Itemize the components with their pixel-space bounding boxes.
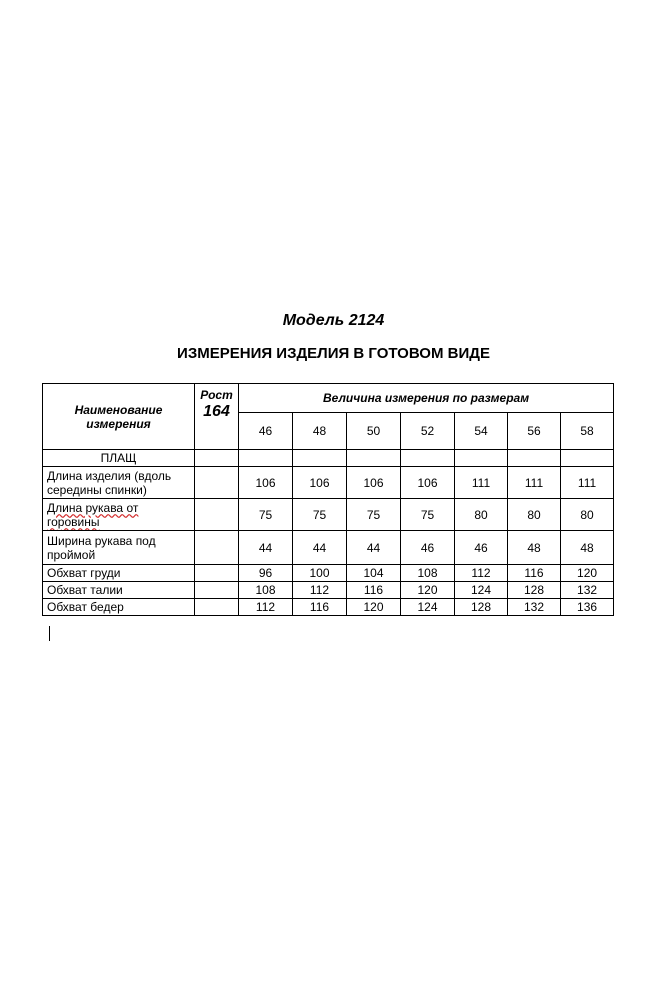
measurement-value: 75 [239,499,293,531]
measurements-table [42,383,614,616]
rost-label: Рост [200,388,233,402]
table-row [43,565,614,582]
measurement-value: 111 [561,467,614,499]
measurement-value: 132 [561,582,614,599]
measurement-value: 104 [347,565,401,582]
rost-value: 164 [203,403,230,420]
empty-cell [195,467,239,499]
empty-cell [401,450,455,467]
measurement-value: 106 [347,467,401,499]
measurement-value: 108 [401,565,455,582]
measurement-value: 128 [508,582,561,599]
measurement-value: 48 [508,531,561,565]
measurement-value: 111 [455,467,508,499]
size-header: 52 [401,413,455,450]
empty-cell [455,450,508,467]
table-row [43,582,614,599]
measurement-value: 128 [455,599,508,616]
measurement-name: Обхват груди [43,565,195,582]
measurement-value: 112 [239,599,293,616]
measurement-value: 48 [561,531,614,565]
size-header: 46 [239,413,293,450]
model-title: Модель 2124 [282,312,385,329]
measurement-value: 136 [561,599,614,616]
text-cursor [49,626,50,641]
measurement-value: 112 [455,565,508,582]
header-row-top [43,384,614,413]
table-row [43,531,614,565]
size-header: 50 [347,413,401,450]
empty-cell [508,450,561,467]
measurement-value: 116 [293,599,347,616]
document-heading: ИЗМЕРЕНИЯ ИЗДЕЛИЯ В ГОТОВОМ ВИДЕ [177,345,490,362]
empty-cell [239,450,293,467]
empty-cell [293,450,347,467]
measurement-value: 124 [401,599,455,616]
measurement-name [43,499,195,531]
measurement-value: 44 [347,531,401,565]
column-header-sizes: Величина измерения по размерам [239,384,614,413]
measurement-value: 120 [401,582,455,599]
size-header: 58 [561,413,614,450]
table-row [43,499,614,531]
measurement-value: 120 [347,599,401,616]
empty-cell [195,499,239,531]
measurement-value: 116 [347,582,401,599]
measurement-value: 46 [455,531,508,565]
empty-cell [195,450,239,467]
measurement-value: 132 [508,599,561,616]
measurement-value: 111 [508,467,561,499]
measurement-value: 44 [293,531,347,565]
measurement-value: 106 [293,467,347,499]
measurement-value: 112 [293,582,347,599]
empty-cell [347,450,401,467]
measurement-value: 100 [293,565,347,582]
empty-cell [195,582,239,599]
measurement-value: 80 [508,499,561,531]
column-header-name: Наименование измерения [43,384,195,450]
measurement-value: 96 [239,565,293,582]
empty-cell [195,531,239,565]
measurement-value: 124 [455,582,508,599]
measurement-value: 75 [293,499,347,531]
measurement-value: 75 [401,499,455,531]
table-row [43,467,614,499]
column-header-rost [195,384,239,450]
measurement-value: 106 [239,467,293,499]
empty-cell [195,599,239,616]
measurement-value: 80 [561,499,614,531]
measurement-value: 120 [561,565,614,582]
empty-cell [561,450,614,467]
measurement-name: Длина изделия (вдоль середины спинки) [43,467,195,499]
measurement-value: 116 [508,565,561,582]
measurement-value: 44 [239,531,293,565]
measurement-value: 80 [455,499,508,531]
measurement-value: 75 [347,499,401,531]
measurement-name-text: Длина рукава от горовины [47,500,139,529]
empty-cell [195,565,239,582]
section-row [43,450,614,467]
measurement-name: Обхват талии [43,582,195,599]
measurement-name: Ширина рукава под проймой [43,531,195,565]
size-header: 48 [293,413,347,450]
measurement-value: 108 [239,582,293,599]
measurement-name: Обхват бедер [43,599,195,616]
measurement-value: 46 [401,531,455,565]
table-row [43,599,614,616]
section-label: ПЛАЩ [43,450,195,467]
measurement-value: 106 [401,467,455,499]
size-header: 54 [455,413,508,450]
size-header: 56 [508,413,561,450]
